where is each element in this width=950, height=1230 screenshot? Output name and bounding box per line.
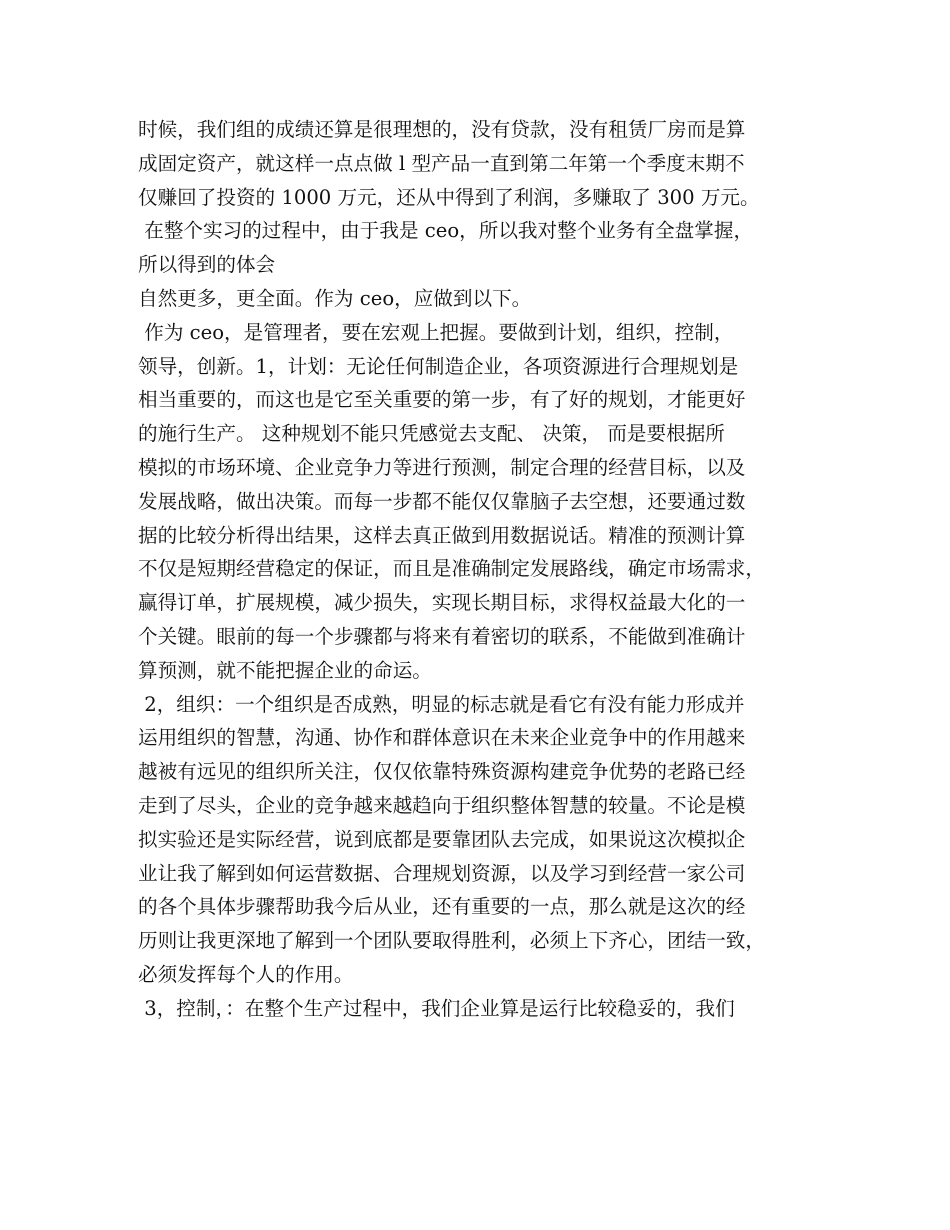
text-line: 发展战略，做出决策。而每一步都不能仅仅靠脑子去空想，还要通过数 — [138, 489, 746, 513]
text-line: 算预测，就不能把握企业的命运。 — [138, 658, 432, 682]
text-line: 相当重要的，而这也是它至关重要的第一步，有了好的规划，才能更好 — [138, 388, 746, 412]
text-line: 业让我了解到如何运营数据、合理规划资源，以及学习到经营一家公司 — [138, 861, 746, 885]
text-line: 不仅是短期经营稳定的保证，而且是准确制定发展路线，确定市场需求， — [138, 557, 765, 581]
text-line: 2，组织：一个组织是否成熟，明显的标志就是看它有没有能力形成并 — [138, 692, 745, 716]
text-line: 在整个实习的过程中，由于我是 ceo，所以我对整个业务有全盘掌握， — [138, 219, 754, 243]
text-line: 据的比较分析得出结果，这样去真正做到用数据说话。精准的预测计算 — [138, 523, 746, 547]
text-line: 历则让我更深地了解到一个团队要取得胜利，必须上下齐心，团结一致， — [138, 929, 765, 953]
text-line: 走到了尽头，企业的竞争越来越趋向于组织整体智慧的较量。不论是模 — [138, 793, 746, 817]
text-line: 作为 ceo，是管理者，要在宏观上把握。要做到计划，组织，控制， — [138, 320, 734, 344]
text-line: 越被有远见的组织所关注，仅仅依靠特殊资源构建竞争优势的老路已经 — [138, 760, 746, 784]
text-line: 成固定资产，就这样一点点做 l 型产品一直到第二年第一个季度末期不 — [138, 151, 745, 175]
text-line: 所以得到的体会 — [138, 253, 276, 277]
document-body — [138, 113, 828, 1026]
text-line: 的各个具体步骤帮助我今后从业，还有重要的一点，那么就是这次的经 — [138, 895, 746, 919]
text-line: 3，控制，：在整个生产过程中，我们企业算是运行比较稳妥的，我们 — [138, 996, 735, 1020]
text-line: 必须发挥每个人的作用。 — [138, 962, 354, 986]
text-line: 自然更多，更全面。作为 ceo，应做到以下。 — [138, 286, 532, 310]
text-line: 领导，创新。1，计划：无论任何制造企业，各项资源进行合理规划是 — [138, 354, 739, 378]
text-line: 的施行生产。 这种规划不能只凭感觉去支配、 决策， 而是要根据所 — [138, 422, 725, 446]
text-line: 个关键。眼前的每一个步骤都与将来有着密切的联系，不能做到准确计 — [138, 624, 746, 648]
text-line: 运用组织的智慧，沟通、协作和群体意识在未来企业竞争中的作用越来 — [138, 726, 746, 750]
text-line: 时候，我们组的成绩还算是很理想的，没有贷款，没有租赁厂房而是算 — [138, 118, 746, 141]
text-line: 拟实验还是实际经营，说到底都是要靠团队去完成，如果说这次模拟企 — [138, 827, 746, 851]
text-line: 赢得订单，扩展规模，减少损失，实现长期目标，求得权益最大化的一 — [138, 591, 746, 615]
text-line: 仅赚回了投资的 1000 万元，还从中得到了利润，多赚取了 300 万元。 — [138, 185, 760, 209]
text-line: 模拟的市场环境、企业竞争力等进行预测，制定合理的经营目标，以及 — [138, 455, 746, 479]
